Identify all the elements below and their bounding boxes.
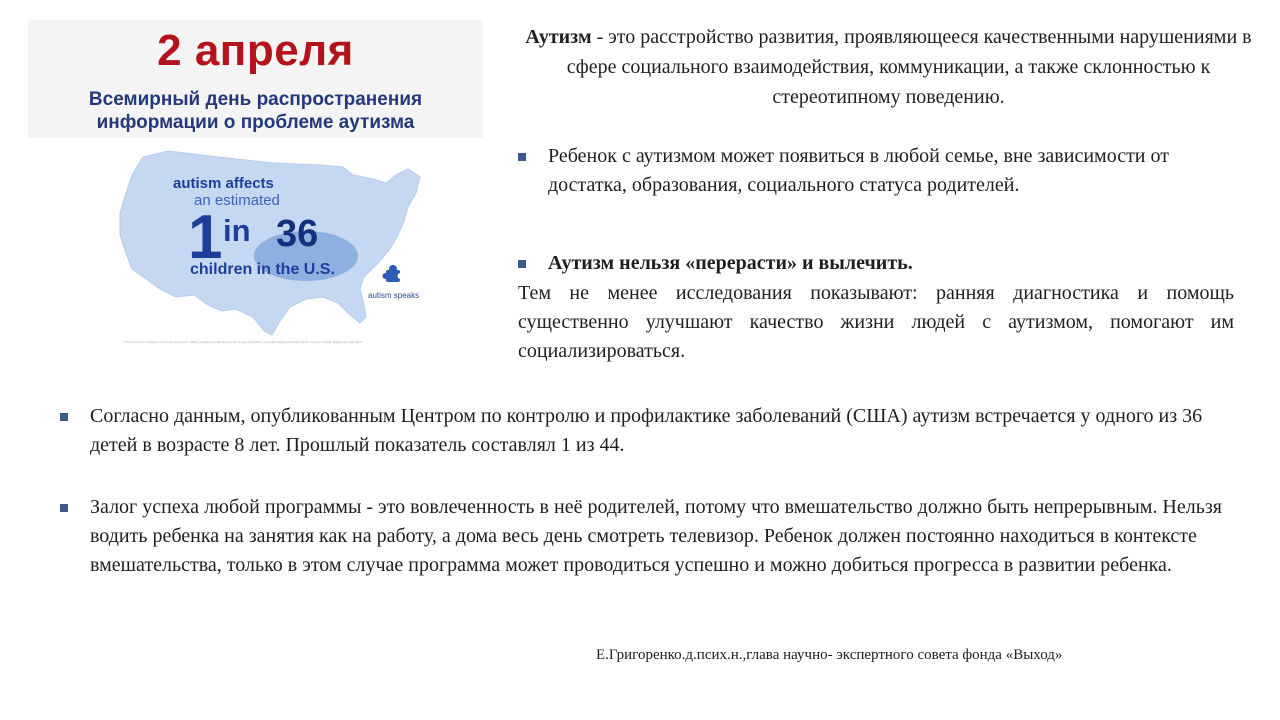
bullet-text: Аутизм нельзя «перерасти» и вылечить.: [548, 252, 913, 274]
bullet-item: [60, 402, 1230, 460]
bullet-text: Согласно данным, опубликованным Центром по контролю и профилактике заболеваний (США) аутизм встречается у одного из 36 детей в возрасте 8 лет. Прошлый показатель составлял 1 из 44.: [90, 405, 1203, 456]
research-paragraph: Тем не менее исследования показывают: ранняя диагностика и помощь существенно улучшают качество жизни людей с аутизмом, помогают им социализироваться.: [518, 282, 1234, 362]
definition-text: - это расстройство развития, проявляющееся качественными нарушениями в сфере социального взаимодействия, коммуникации, а также склонностью к стереотипному поведению.: [566, 26, 1252, 108]
poster-date: 2 апреля: [157, 26, 354, 75]
bullet-item: [518, 249, 1218, 278]
bullet-marker-icon: [60, 413, 68, 421]
puzzle-piece-icon: [382, 264, 404, 286]
map-text-number: 36: [276, 213, 319, 255]
bullet-marker-icon: [518, 260, 526, 268]
bullet-marker-icon: [60, 504, 68, 512]
autism-day-poster: [28, 20, 483, 350]
poster-caption: [48, 88, 463, 134]
map-text-one: 1: [188, 203, 223, 272]
poster-fine-print: * The Centers for Disease Control and Prevention (CDC) prevalence estimates are for 8-year-old children and reflect data collected in 2020, reported in 2023. Figure from Feb 2023: [123, 340, 362, 344]
definition-term: Аутизм: [525, 26, 592, 48]
poster-caption-line2: информации о проблеме аутизма: [96, 112, 415, 133]
bullet-item: [518, 142, 1218, 200]
bullet-item: [60, 493, 1235, 580]
map-text-line3: children in the U.S.: [190, 261, 335, 278]
bullet-text: Ребенок с аутизмом может появиться в любой семье, вне зависимости от достатка, образования, социального статуса родителей.: [548, 145, 1169, 196]
bullet-marker-icon: [518, 153, 526, 161]
map-text-line2: an estimated: [194, 192, 280, 209]
autism-speaks-label: autism speaks: [368, 291, 420, 300]
poster-caption-line1: Всемирный день распространения: [88, 89, 423, 110]
map-text-line1: autism affects: [173, 175, 274, 192]
author-signature: Е.Григоренко.д.псих.н.,глава научно- экспертного совета фонда «Выход»: [596, 647, 1063, 663]
map-text-in: in: [223, 213, 251, 248]
bullet-text: Залог успеха любой программы - это вовлеченность в неё родителей, потому что вмешательство должно быть непрерывным. Нельзя водить ребенка на занятия как на работу, а дома весь день смотреть телевизор. Ребенок должен постоянно находиться в контексте вмешательства, только в этом случае программа может проводиться успешно и можно добиться прогресса в развитии ребенка.: [90, 496, 1222, 576]
autism-speaks-logo: [368, 264, 418, 300]
autism-definition: [517, 22, 1260, 112]
